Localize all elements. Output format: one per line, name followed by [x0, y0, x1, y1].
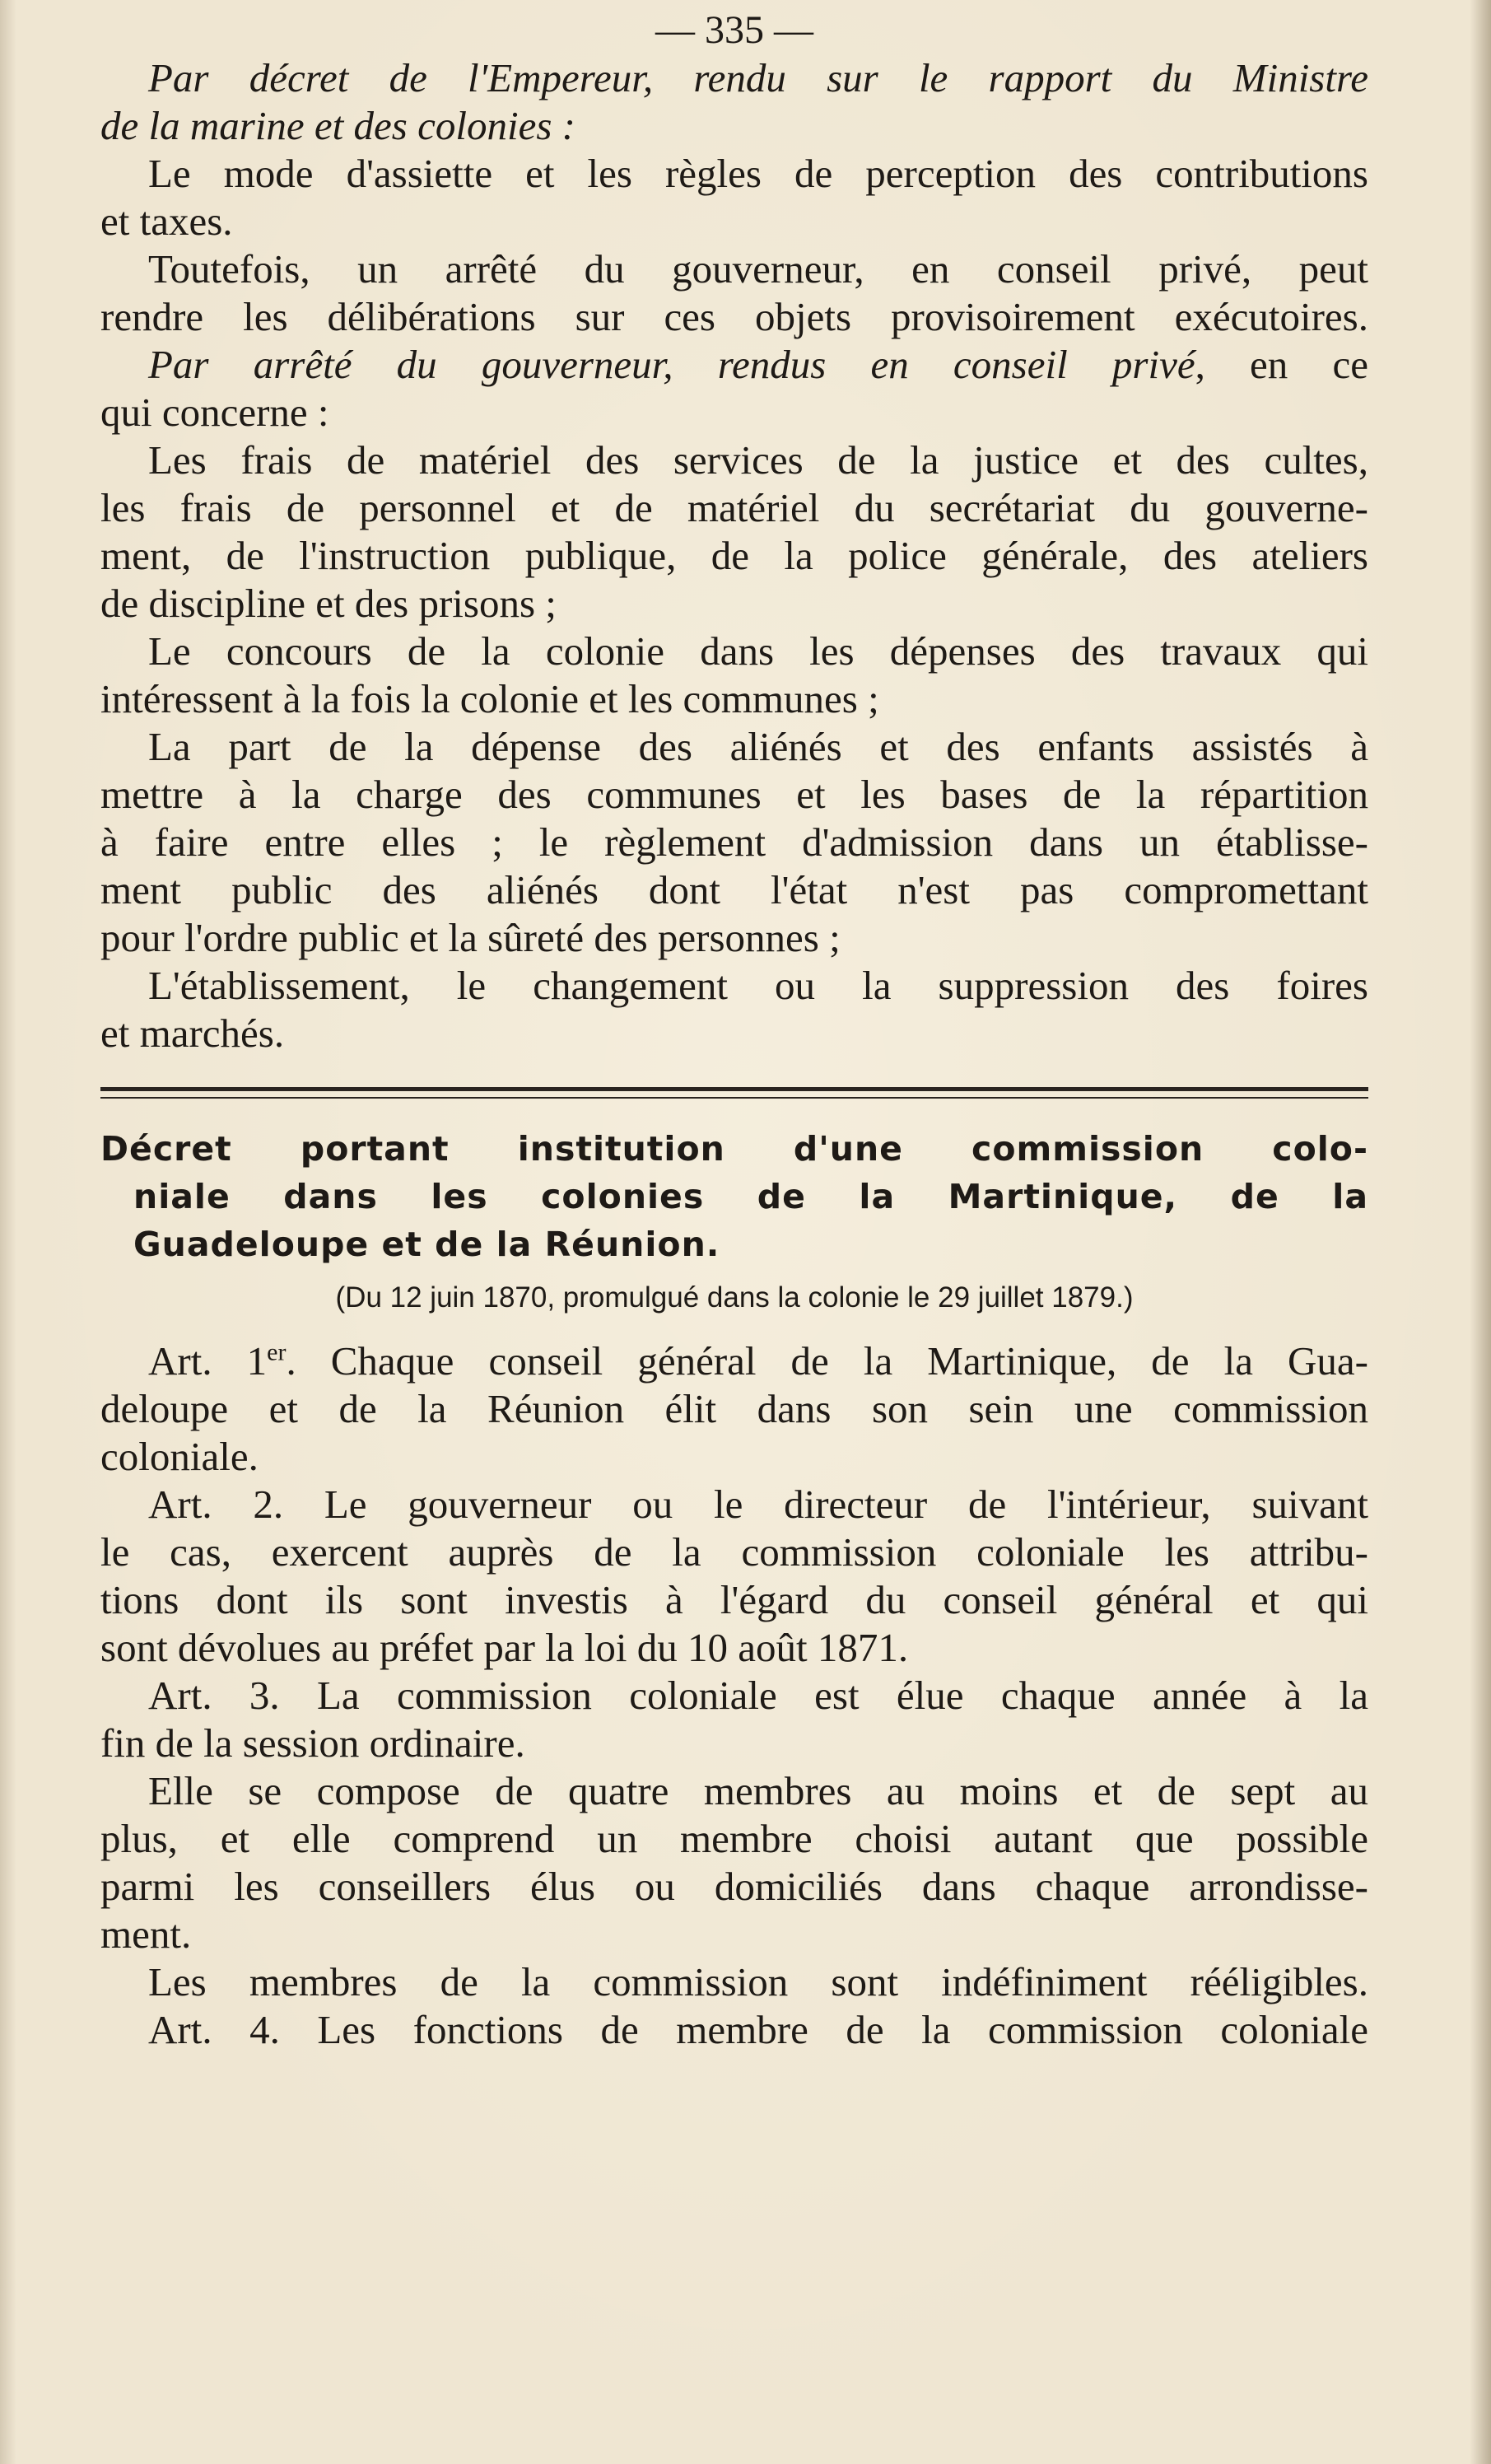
page-content [100, 7, 1368, 2054]
text-line: à faire entre elles ; le règlement d'admission dans un établisse- [100, 819, 1368, 865]
text-line: Les frais de matériel des services de la justice et des cultes, [148, 437, 1368, 483]
text-line: ment. [100, 1911, 192, 1957]
superscript: er [267, 1338, 287, 1366]
text-line: parmi les conseillers élus ou domiciliés dans chaque arrondisse- [100, 1864, 1368, 1909]
text-line: ment public des aliénés dont l'état n'est pas compromettant [100, 867, 1368, 912]
article-label: Art. 1 [148, 1338, 268, 1384]
text-fragment: . Chaque conseil général de la Martinique, de la Gua- [286, 1338, 1368, 1384]
text-line: Le concours de la colonie dans les dépenses des travaux qui [148, 628, 1368, 674]
text-line: L'établissement, le changement ou la suppression des foires [148, 963, 1368, 1008]
text-line [100, 1337, 1368, 1385]
text-line: Le mode d'assiette et les règles de perception des contributions [148, 151, 1368, 196]
text-line: les frais de personnel et de matériel du secrétariat du gouverne- [100, 485, 1368, 530]
text-line: Art. 3. La commission coloniale est élue chaque année à la [148, 1673, 1368, 1718]
section-divider [100, 1087, 1368, 1099]
text-line: rendre les délibérations sur ces objets provisoirement exécutoires. [100, 294, 1368, 339]
text-line: plus, et elle comprend un membre choisi autant que possible [100, 1816, 1368, 1861]
text-line: coloniale. [100, 1434, 259, 1479]
title-line: niale dans les colonies de la Martinique, de la [133, 1177, 1368, 1216]
page-shadow-right [1470, 0, 1491, 2464]
text-line: et marchés. [100, 1010, 285, 1056]
decree-date: (Du 12 juin 1870, promulgué dans la colonie le 29 juillet 1879.) [335, 1281, 1134, 1314]
text-line: mettre à la charge des communes et les bases de la répartition [100, 772, 1368, 817]
paragraph [100, 723, 1368, 962]
paragraph [100, 245, 1368, 341]
page-shadow-left [0, 0, 16, 2464]
italic-phrase: Par arrêté du gouverneur, rendus en conseil privé [148, 342, 1195, 387]
text-line: sont dévolues au préfet par la loi du 10 août 1871. [100, 1625, 909, 1670]
divider-thin [100, 1097, 1368, 1099]
title-line: Décret portant institution d'une commission colo- [100, 1129, 1368, 1169]
paragraph [100, 1767, 1368, 1958]
text-line: Art. 2. Le gouverneur ou le directeur de l'intérieur, suivant [148, 1482, 1368, 1527]
text-line: La part de la dépense des aliénés et des enfants assistés à [148, 724, 1368, 769]
intro-heading [100, 54, 1368, 150]
text-line: le cas, exercent auprès de la commission coloniale les attribu- [100, 1529, 1368, 1575]
article-3 [100, 1672, 1368, 1767]
title-line: Guadeloupe et de la Réunion. [133, 1225, 720, 1264]
text-line: tions dont ils sont investis à l'égard du conseil général et qui [100, 1577, 1368, 1622]
text-line: Les membres de la commission sont indéfiniment rééligibles. [148, 1959, 1368, 2004]
text-line: pour l'ordre public et la sûreté des personnes ; [100, 915, 841, 960]
intro-heading-2 [100, 341, 1368, 436]
text-line: intéressent à la fois la colonie et les communes ; [100, 676, 879, 721]
article-2 [100, 1481, 1368, 1672]
paragraph [100, 150, 1368, 245]
text-line: qui concerne : [100, 390, 329, 435]
text-line: Art. 4. Les fonctions de membre de la commission coloniale [148, 2007, 1368, 2052]
text-line: deloupe et de la Réunion élit dans son sein une commission [100, 1386, 1368, 1431]
text-line: fin de la session ordinaire. [100, 1720, 525, 1766]
decree-title [100, 1125, 1368, 1268]
paragraph [100, 436, 1368, 628]
text-line: de la marine et des colonies : [100, 103, 575, 148]
text-line [100, 341, 1368, 389]
text-line: et taxes. [100, 198, 233, 244]
text-line: Par décret de l'Empereur, rendu sur le rapport du Ministre [148, 55, 1368, 100]
text-line: ment, de l'instruction publique, de la police générale, des ateliers [100, 533, 1368, 578]
text-line: de discipline et des prisons ; [100, 581, 557, 626]
text-line: Toutefois, un arrêté du gouverneur, en conseil privé, peut [148, 246, 1368, 292]
divider-thick [100, 1087, 1368, 1091]
paragraph [100, 1958, 1368, 2006]
page-number: — 335 — [655, 8, 813, 52]
paragraph [100, 962, 1368, 1057]
paragraph [100, 628, 1368, 723]
article-1 [100, 1337, 1368, 1481]
text-line: Elle se compose de quatre membres au moins et de sept au [148, 1768, 1368, 1813]
text-fragment: , en ce [1195, 342, 1368, 387]
article-4 [100, 2006, 1368, 2054]
